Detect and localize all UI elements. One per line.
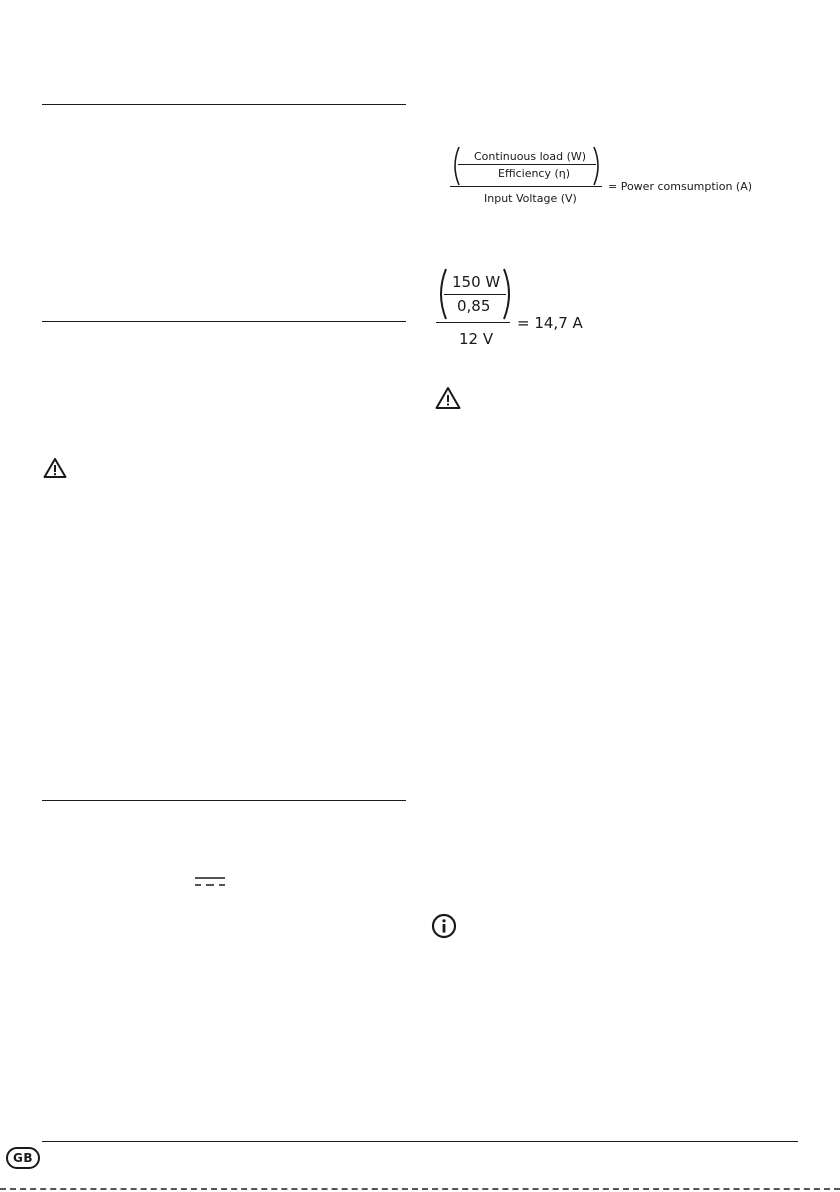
info-circle-icon — [431, 913, 457, 939]
section-rule-2 — [42, 321, 406, 322]
formula-denominator: Efficiency (η) — [498, 167, 571, 180]
formula-divisor: Input Voltage (V) — [484, 192, 577, 205]
formula-inner-fraction-bar — [458, 164, 596, 165]
formula-numerator: Continuous load (W) — [474, 150, 587, 163]
formula-example-numerator: 150 W — [452, 273, 501, 291]
left-parenthesis — [449, 146, 461, 186]
language-badge: GB — [6, 1147, 40, 1169]
formula-example-denominator: 0,85 — [457, 297, 491, 315]
formula-result: = Power comsumption (A) — [608, 180, 753, 193]
formula-example-result: = 14,7 A — [517, 314, 583, 332]
right-parenthesis — [592, 146, 604, 186]
section-rule-1 — [42, 104, 406, 105]
section-rule-3 — [42, 800, 406, 801]
footer-rule — [42, 1141, 798, 1142]
formula-example-main-bar — [436, 322, 510, 323]
page-cut-line — [0, 1188, 840, 1190]
formula-example-inner-bar — [444, 294, 506, 295]
warning-triangle-icon — [435, 386, 461, 410]
direct-current-icon — [194, 876, 226, 888]
formula-example-divisor: 12 V — [459, 330, 494, 348]
right-parenthesis — [502, 268, 516, 320]
warning-triangle-icon — [43, 457, 67, 479]
formula-main-fraction-bar — [450, 186, 602, 187]
